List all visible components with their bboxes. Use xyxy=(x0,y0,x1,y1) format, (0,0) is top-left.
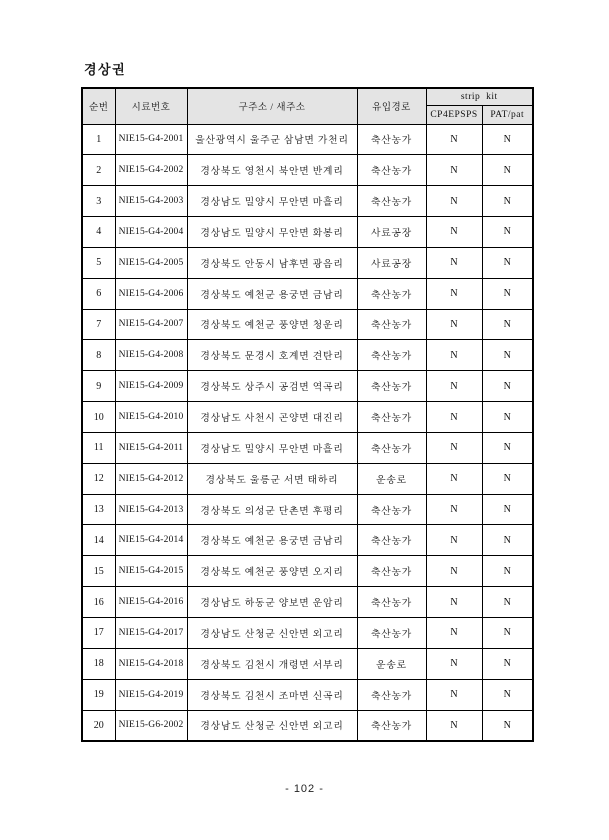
address-cell: 경상남도 사천시 곤양면 대진리 xyxy=(187,402,357,433)
cp4epsps-cell: N xyxy=(426,371,482,402)
inflow-cell: 축산농가 xyxy=(357,710,426,741)
pat-cell: N xyxy=(482,587,533,618)
row-number-cell: 7 xyxy=(82,309,115,340)
address-cell: 경상북도 김천시 조마면 신곡리 xyxy=(187,679,357,710)
address-cell: 경상남도 산청군 신안면 외고리 xyxy=(187,618,357,649)
row-number-cell: 8 xyxy=(82,340,115,371)
pat-cell: N xyxy=(482,124,533,155)
table-row xyxy=(82,710,533,741)
cp4epsps-cell: N xyxy=(426,124,482,155)
inflow-cell: 축산농가 xyxy=(357,371,426,402)
inflow-cell: 사료공장 xyxy=(357,247,426,278)
pat-cell: N xyxy=(482,679,533,710)
sample-id-cell: NIE15-G4-2009 xyxy=(115,371,187,402)
pat-cell: N xyxy=(482,278,533,309)
row-number-cell: 11 xyxy=(82,432,115,463)
sample-id-cell: NIE15-G4-2005 xyxy=(115,247,187,278)
pat-cell: N xyxy=(482,309,533,340)
address-cell: 경상남도 밀양시 무안면 화봉리 xyxy=(187,217,357,248)
row-number-cell: 13 xyxy=(82,494,115,525)
address-cell: 경상북도 문경시 호계면 견탄리 xyxy=(187,340,357,371)
sample-id-cell: NIE15-G4-2010 xyxy=(115,402,187,433)
row-number-cell: 2 xyxy=(82,155,115,186)
sample-id-cell: NIE15-G4-2012 xyxy=(115,463,187,494)
sample-id-cell: NIE15-G4-2016 xyxy=(115,587,187,618)
inflow-cell: 축산농가 xyxy=(357,525,426,556)
cp4epsps-cell: N xyxy=(426,556,482,587)
pat-cell: N xyxy=(482,710,533,741)
cp4epsps-cell: N xyxy=(426,340,482,371)
address-cell: 경상남도 밀양시 무안면 마흘리 xyxy=(187,432,357,463)
cp4epsps-cell: N xyxy=(426,525,482,556)
table-row xyxy=(82,648,533,679)
inflow-cell: 축산농가 xyxy=(357,679,426,710)
header-inflow: 유입경로 xyxy=(357,88,426,124)
row-number-cell: 10 xyxy=(82,402,115,433)
sample-id-cell: NIE15-G4-2003 xyxy=(115,186,187,217)
inflow-cell: 축산농가 xyxy=(357,618,426,649)
pat-cell: N xyxy=(482,525,533,556)
sample-id-cell: NIE15-G4-2004 xyxy=(115,217,187,248)
address-cell: 경상북도 예천군 용궁면 금남리 xyxy=(187,278,357,309)
row-number-cell: 9 xyxy=(82,371,115,402)
header-sample-id: 시료번호 xyxy=(115,88,187,124)
row-number-cell: 19 xyxy=(82,679,115,710)
inflow-cell: 축산농가 xyxy=(357,124,426,155)
inflow-cell: 축산농가 xyxy=(357,432,426,463)
cp4epsps-cell: N xyxy=(426,247,482,278)
table-body xyxy=(82,124,533,741)
table-row xyxy=(82,432,533,463)
table-row xyxy=(82,371,533,402)
row-number-cell: 3 xyxy=(82,186,115,217)
inflow-cell: 축산농가 xyxy=(357,155,426,186)
address-cell: 경상북도 예천군 풍양면 오지리 xyxy=(187,556,357,587)
inflow-cell: 축산농가 xyxy=(357,309,426,340)
page-title: 경상권 xyxy=(84,62,127,77)
table-row xyxy=(82,278,533,309)
address-cell: 경상북도 영천시 북안면 반계리 xyxy=(187,155,357,186)
inflow-cell: 운송로 xyxy=(357,648,426,679)
header-address: 구주소 / 새주소 xyxy=(187,88,357,124)
header-strip-kit: strip kit xyxy=(426,88,533,105)
sample-id-cell: NIE15-G4-2002 xyxy=(115,155,187,186)
table-row xyxy=(82,494,533,525)
cp4epsps-cell: N xyxy=(426,186,482,217)
pat-cell: N xyxy=(482,556,533,587)
table-row xyxy=(82,217,533,248)
address-cell: 울산광역시 울주군 삼남면 가천리 xyxy=(187,124,357,155)
inflow-cell: 사료공장 xyxy=(357,217,426,248)
address-cell: 경상북도 울릉군 서면 태하리 xyxy=(187,463,357,494)
sample-id-cell: NIE15-G4-2017 xyxy=(115,618,187,649)
row-number-cell: 16 xyxy=(82,587,115,618)
pat-cell: N xyxy=(482,618,533,649)
address-cell: 경상남도 밀양시 무안면 마흘리 xyxy=(187,186,357,217)
pat-cell: N xyxy=(482,494,533,525)
address-cell: 경상북도 안동시 남후면 광음리 xyxy=(187,247,357,278)
sample-table xyxy=(81,87,534,742)
sample-id-cell: NIE15-G4-2015 xyxy=(115,556,187,587)
address-cell: 경상남도 하동군 양보면 운암리 xyxy=(187,587,357,618)
inflow-cell: 축산농가 xyxy=(357,587,426,618)
cp4epsps-cell: N xyxy=(426,463,482,494)
table-row xyxy=(82,556,533,587)
pat-cell: N xyxy=(482,371,533,402)
address-cell: 경상북도 예천군 용궁면 금남리 xyxy=(187,525,357,556)
row-number-cell: 6 xyxy=(82,278,115,309)
header-cp4epsps: CP4EPSPS xyxy=(426,105,482,124)
row-number-cell: 1 xyxy=(82,124,115,155)
table-row xyxy=(82,247,533,278)
table-row xyxy=(82,309,533,340)
table-row xyxy=(82,463,533,494)
inflow-cell: 축산농가 xyxy=(357,278,426,309)
row-number-cell: 4 xyxy=(82,217,115,248)
header-pat: PAT/pat xyxy=(482,105,533,124)
cp4epsps-cell: N xyxy=(426,402,482,433)
cp4epsps-cell: N xyxy=(426,217,482,248)
cp4epsps-cell: N xyxy=(426,309,482,340)
sample-id-cell: NIE15-G4-2001 xyxy=(115,124,187,155)
cp4epsps-cell: N xyxy=(426,155,482,186)
sample-id-cell: NIE15-G4-2006 xyxy=(115,278,187,309)
address-cell: 경상북도 상주시 공검면 역곡리 xyxy=(187,371,357,402)
cp4epsps-cell: N xyxy=(426,494,482,525)
table-row xyxy=(82,587,533,618)
table-row xyxy=(82,340,533,371)
sample-id-cell: NIE15-G4-2011 xyxy=(115,432,187,463)
sample-id-cell: NIE15-G4-2008 xyxy=(115,340,187,371)
pat-cell: N xyxy=(482,648,533,679)
pat-cell: N xyxy=(482,155,533,186)
table-row xyxy=(82,155,533,186)
table-row xyxy=(82,186,533,217)
table-row xyxy=(82,124,533,155)
sample-id-cell: NIE15-G4-2007 xyxy=(115,309,187,340)
cp4epsps-cell: N xyxy=(426,587,482,618)
pat-cell: N xyxy=(482,186,533,217)
inflow-cell: 축산농가 xyxy=(357,186,426,217)
row-number-cell: 5 xyxy=(82,247,115,278)
inflow-cell: 축산농가 xyxy=(357,494,426,525)
table-row xyxy=(82,618,533,649)
cp4epsps-cell: N xyxy=(426,679,482,710)
inflow-cell: 축산농가 xyxy=(357,340,426,371)
inflow-cell: 축산농가 xyxy=(357,402,426,433)
cp4epsps-cell: N xyxy=(426,648,482,679)
pat-cell: N xyxy=(482,432,533,463)
pat-cell: N xyxy=(482,463,533,494)
sample-id-cell: NIE15-G6-2002 xyxy=(115,710,187,741)
row-number-cell: 17 xyxy=(82,618,115,649)
inflow-cell: 축산농가 xyxy=(357,556,426,587)
row-number-cell: 20 xyxy=(82,710,115,741)
pat-cell: N xyxy=(482,340,533,371)
pat-cell: N xyxy=(482,402,533,433)
row-number-cell: 12 xyxy=(82,463,115,494)
sample-id-cell: NIE15-G4-2013 xyxy=(115,494,187,525)
address-cell: 경상남도 산청군 신안면 외고리 xyxy=(187,710,357,741)
sample-id-cell: NIE15-G4-2019 xyxy=(115,679,187,710)
row-number-cell: 15 xyxy=(82,556,115,587)
table-row xyxy=(82,525,533,556)
address-cell: 경상북도 김천시 개령면 서부리 xyxy=(187,648,357,679)
pat-cell: N xyxy=(482,217,533,248)
cp4epsps-cell: N xyxy=(426,432,482,463)
table-row xyxy=(82,402,533,433)
sample-id-cell: NIE15-G4-2018 xyxy=(115,648,187,679)
header-row-top xyxy=(82,88,533,105)
address-cell: 경상북도 예천군 풍양면 청운리 xyxy=(187,309,357,340)
inflow-cell: 운송로 xyxy=(357,463,426,494)
row-number-cell: 14 xyxy=(82,525,115,556)
cp4epsps-cell: N xyxy=(426,710,482,741)
page-number: - 102 - xyxy=(285,783,324,795)
header-no: 순번 xyxy=(82,88,115,124)
table-row xyxy=(82,679,533,710)
address-cell: 경상북도 의성군 단촌면 후평리 xyxy=(187,494,357,525)
table-header xyxy=(82,88,533,124)
row-number-cell: 18 xyxy=(82,648,115,679)
cp4epsps-cell: N xyxy=(426,278,482,309)
pat-cell: N xyxy=(482,247,533,278)
sample-id-cell: NIE15-G4-2014 xyxy=(115,525,187,556)
cp4epsps-cell: N xyxy=(426,618,482,649)
